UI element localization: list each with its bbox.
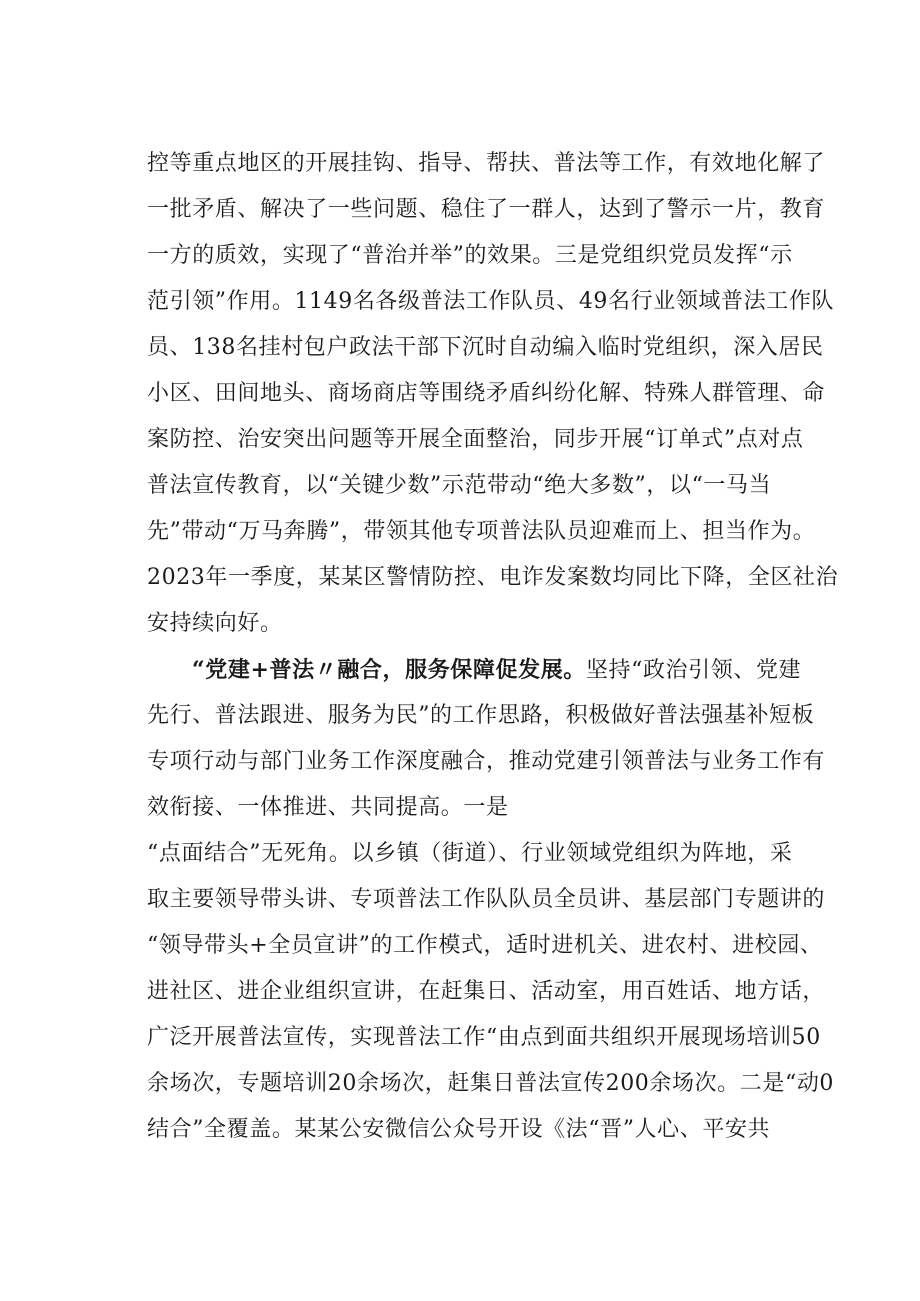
text-line: 小区、田间地头、商场商店等围绕矛盾纠纷化解、特殊人群管理、命 [147, 381, 826, 406]
section-first-line [192, 652, 801, 688]
text-line: 先行、普法跟进、服务为民”的工作思路，积极做好普法强基补短板 [147, 703, 815, 728]
text-line: 安持续向好。 [147, 611, 283, 636]
text-line: 余场次，专题培训20余场次，赶集日普法宣传200余场次。二是“动0 [147, 1071, 835, 1096]
text-line: 取主要领导带头讲、专项普法工作队队员全员讲、基层部门专题讲的 [147, 887, 826, 912]
text-line: 范引领”作用。1149名各级普法工作队员、49名行业领域普法工作队 [147, 289, 835, 314]
text-line: 效衔接、一体推进、共同提高。一是 [147, 795, 509, 820]
text-line: 员、138名挂村包户政法干部下沉时自动编入临时党组织，深入居民 [147, 335, 824, 360]
text-line: “领导带头+全员宣讲”的工作模式，适时进机关、进农村、进校园、 [147, 933, 823, 958]
text-line: 2023年一季度，某某区警情防控、电诈发案数均同比下降，全区社治 [147, 565, 839, 590]
text-line: 广泛开展普法宣传，实现普法工作“由点到面共组织开展现场培训50 [147, 1025, 821, 1050]
section-heading-continuation: 坚持“政治引领、党建 [585, 658, 802, 683]
text-line: 一方的质效，实现了“普治并举”的效果。三是党组织党员发挥“示 [147, 243, 793, 268]
text-line: 进社区、进企业组织宣讲，在赶集日、活动室，用百姓话、地方话， [147, 979, 826, 1004]
text-line: 先”带动“万马奔腾”，带领其他专项普法队员迎难而上、担当作为。 [147, 519, 816, 544]
section-heading: “党建+普法〃融合，服务保障促发展。 [192, 657, 586, 683]
text-line: 结合”全覆盖。某某公安微信公众号开设《法“晋”人心、平安共 [147, 1117, 771, 1142]
text-line: 普法宣传教育，以“关键少数”示范带动“绝大多数”，以“一马当 [147, 473, 772, 498]
text-line: 控等重点地区的开展挂钩、指导、帮扶、普法等工作，有效地化解了 [147, 151, 826, 176]
text-line: 专项行动与部门业务工作深度融合，推动党建引领普法与业务工作有 [147, 749, 826, 774]
text-line: 一批矛盾、解决了一些问题、稳住了一群人，达到了警示一片，教育 [147, 197, 826, 222]
text-line: 案防控、治安突出问题等开展全面整治，同步开展“订单式”点对点 [147, 427, 804, 452]
text-line: “点面结合”无死角。以乡镇（街道）、行业领域党组织为阵地，采 [147, 841, 793, 866]
